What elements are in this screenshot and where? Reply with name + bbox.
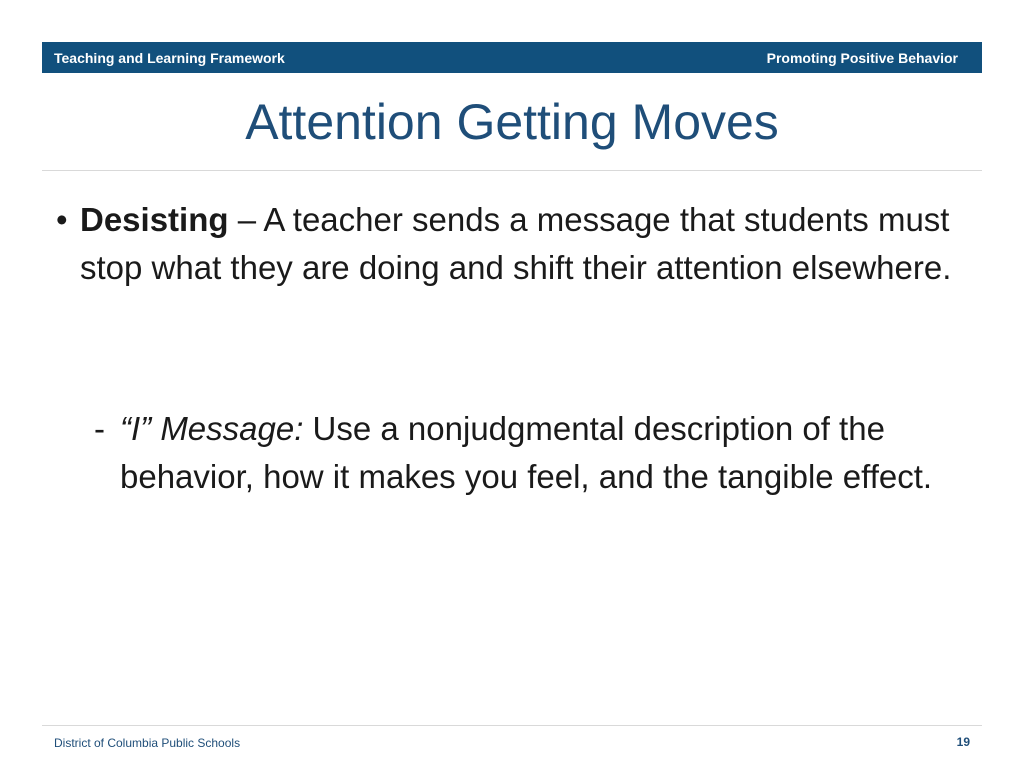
bullet-marker: • xyxy=(56,201,68,238)
bullet-term: Desisting xyxy=(80,201,229,238)
footer-organization: District of Columbia Public Schools xyxy=(54,736,241,750)
bullet-content xyxy=(80,196,956,292)
sub-bullet-text: Use a nonjudgmental description of the behavior, how it makes you feel, and the tangible effect. xyxy=(120,410,933,495)
header-bar xyxy=(42,42,982,73)
bottom-divider xyxy=(42,725,982,726)
slide-title: Attention Getting Moves xyxy=(245,94,779,150)
sub-bullet-marker: - xyxy=(94,410,105,447)
top-divider xyxy=(42,170,982,171)
sub-bullet-content xyxy=(120,405,964,501)
header-left-text: Teaching and Learning Framework xyxy=(54,49,285,66)
sub-bullet-item xyxy=(94,405,964,501)
footer-page-number: 19 xyxy=(956,735,970,749)
sub-bullet-term: “I” Message: xyxy=(120,410,304,447)
bullet-item xyxy=(56,196,956,292)
header-right-text: Promoting Positive Behavior xyxy=(766,49,958,66)
bullet-text: – A teacher sends a message that students must stop what they are doing and shift their attention elsewhere. xyxy=(80,201,952,286)
